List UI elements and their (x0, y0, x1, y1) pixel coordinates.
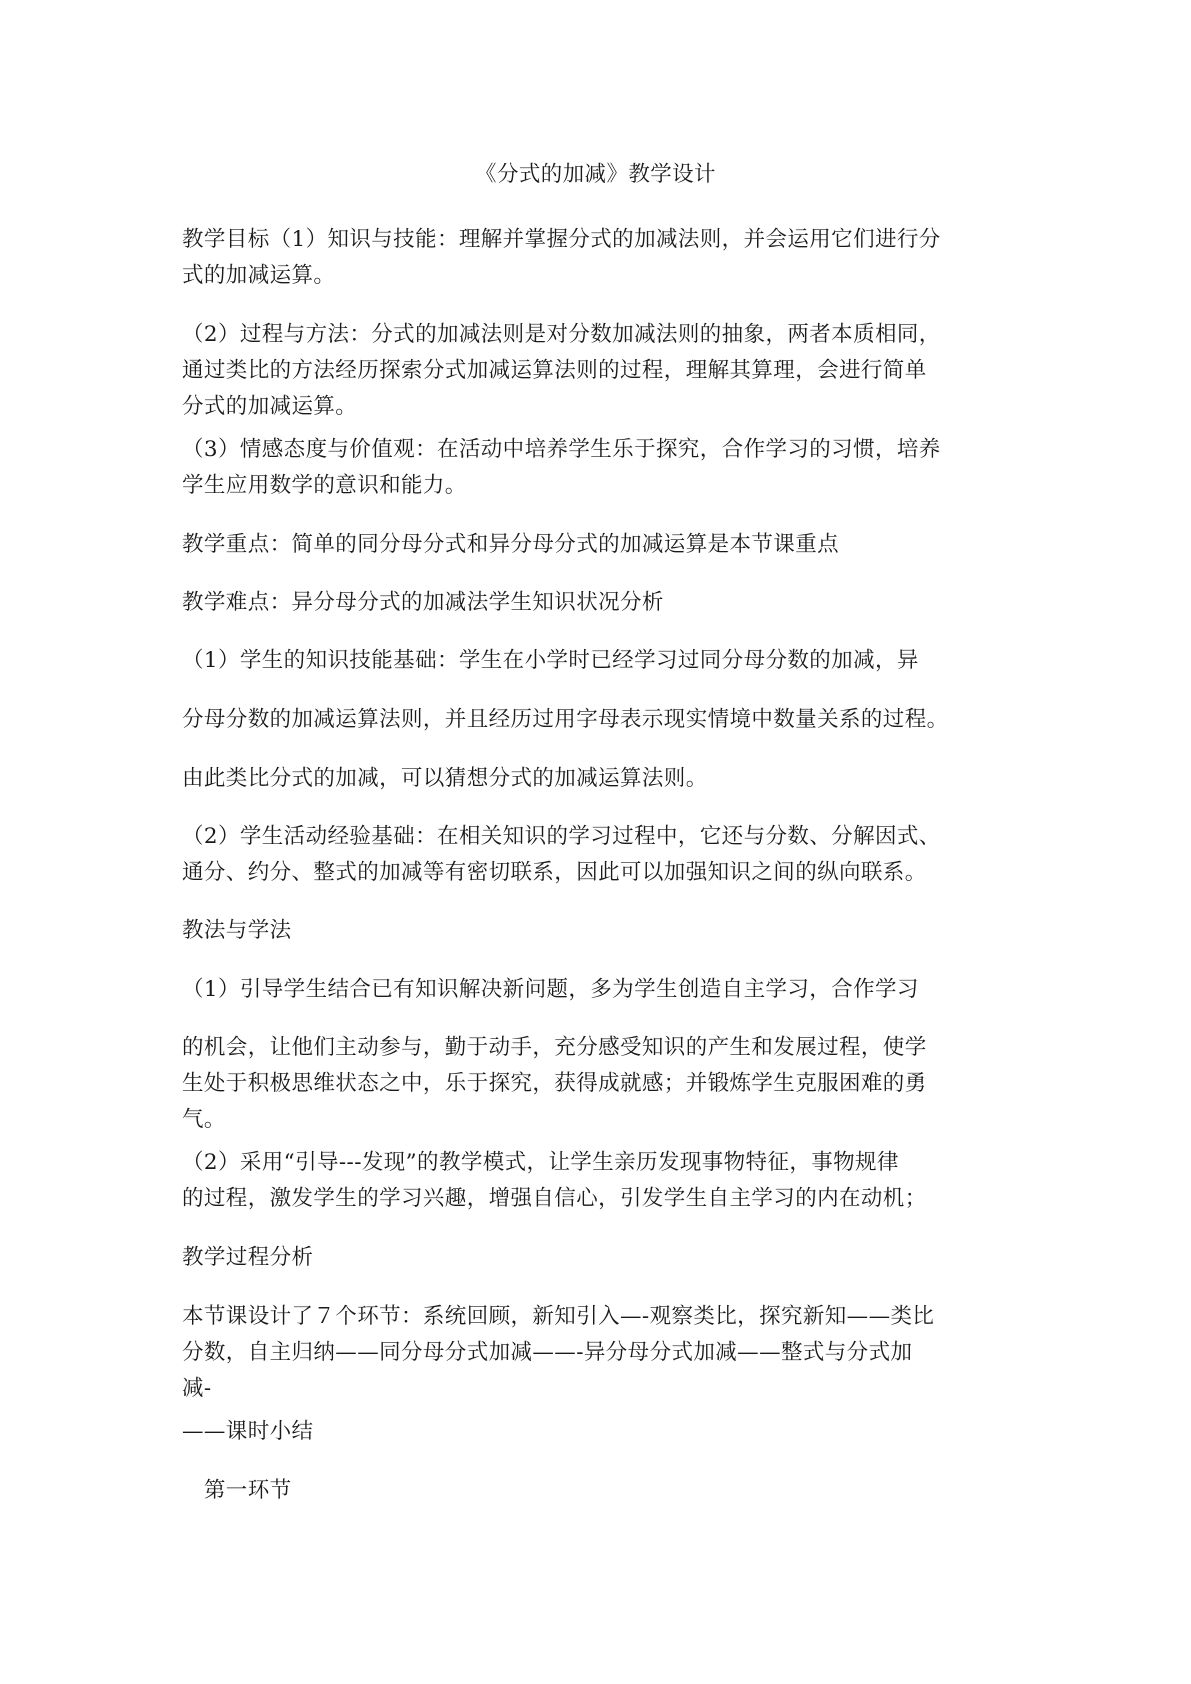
document-title: 《分式的加减》教学设计 (475, 162, 716, 187)
section-heading-first-stage (182, 1473, 1022, 1509)
text-line: 减- (182, 1376, 212, 1401)
paragraph-activity-experience (182, 819, 1022, 891)
text-line: 教学重点：简单的同分母分式和异分母分式的加减运算是本节课重点 (182, 532, 840, 557)
text-line: （2）学生活动经验基础：在相关知识的学习过程中，它还与分数、分解因式、 (182, 824, 941, 849)
paragraph-emotion-values (182, 432, 1022, 504)
text-line: 教学过程分析 (182, 1245, 314, 1270)
text-line: 分式的加减运算。 (182, 394, 358, 419)
paragraph-teaching-objectives (182, 222, 1022, 294)
text-line: 教学难点：异分母分式的加减法学生知识状况分析 (182, 590, 664, 615)
paragraph-analogy (182, 761, 1022, 797)
text-line: 教法与学法 (182, 918, 292, 943)
text-line: ——课时小结 (182, 1419, 314, 1444)
text-line: （3）情感态度与价值观：在活动中培养学生乐于探究，合作学习的习惯，培养 (182, 437, 941, 462)
paragraph-knowledge-base-cont (182, 702, 1022, 738)
text-line: 学生应用数学的意识和能力。 (182, 473, 467, 498)
text-line: （2）过程与方法：分式的加减法则是对分数加减法则的抽象，两者本质相同， (182, 322, 941, 347)
text-line: 分母分数的加减运算法则，并且经历过用字母表示现实情境中数量关系的过程。 (182, 707, 949, 732)
text-line: 分数，自主归纳——同分母分式加减——-异分母分式加减——整式与分式加 (182, 1340, 913, 1365)
paragraph-method-1 (182, 972, 1022, 1008)
text-line: （2）采用“引导---发现”的教学模式，让学生亲历发现事物特征，事物规律 (182, 1150, 899, 1175)
section-heading-process-analysis (182, 1240, 1022, 1276)
text-line: 第一环节 (182, 1478, 292, 1503)
paragraph-difficulties (182, 585, 1022, 621)
paragraph-seven-stages (182, 1299, 1022, 1407)
text-line: 的过程，激发学生的学习兴趣，增强自信心，引发学生自主学习的内在动机； (182, 1186, 927, 1211)
text-line: 生处于积极思维状态之中，乐于探究，获得成就感；并锻炼学生克服困难的勇 (182, 1071, 927, 1096)
paragraph-process-method (182, 317, 1022, 425)
text-line: （1）学生的知识技能基础：学生在小学时已经学习过同分母分数的加减，异 (182, 648, 919, 673)
text-line: 由此类比分式的加减，可以猜想分式的加减运算法则。 (182, 766, 708, 791)
paragraph-knowledge-base (182, 643, 1022, 679)
section-heading-teaching-methods (182, 913, 1022, 949)
text-line: 式的加减运算。 (182, 263, 336, 288)
paragraph-lesson-summary (182, 1414, 1022, 1450)
text-line: 通过类比的方法经历探索分式加减运算法则的过程，理解其算理，会进行简单 (182, 358, 927, 383)
paragraph-key-points (182, 527, 1022, 563)
text-line: 的机会，让他们主动参与，勤于动手，充分感受知识的产生和发展过程，使学 (182, 1035, 927, 1060)
text-line: 气。 (182, 1107, 226, 1132)
text-line: 教学目标（1）知识与技能：理解并掌握分式的加减法则，并会运用它们进行分 (182, 227, 941, 252)
text-line: 本节课设计了７个环节：系统回顾，新知引入—-观察类比，探究新知——类比 (182, 1304, 935, 1329)
paragraph-method-1-cont (182, 1030, 1022, 1138)
text-line: （1）引导学生结合已有知识解决新问题，多为学生创造自主学习，合作学习 (182, 977, 919, 1002)
paragraph-method-2 (182, 1145, 1022, 1217)
text-line: 通分、约分、整式的加减等有密切联系，因此可以加强知识之间的纵向联系。 (182, 860, 927, 885)
